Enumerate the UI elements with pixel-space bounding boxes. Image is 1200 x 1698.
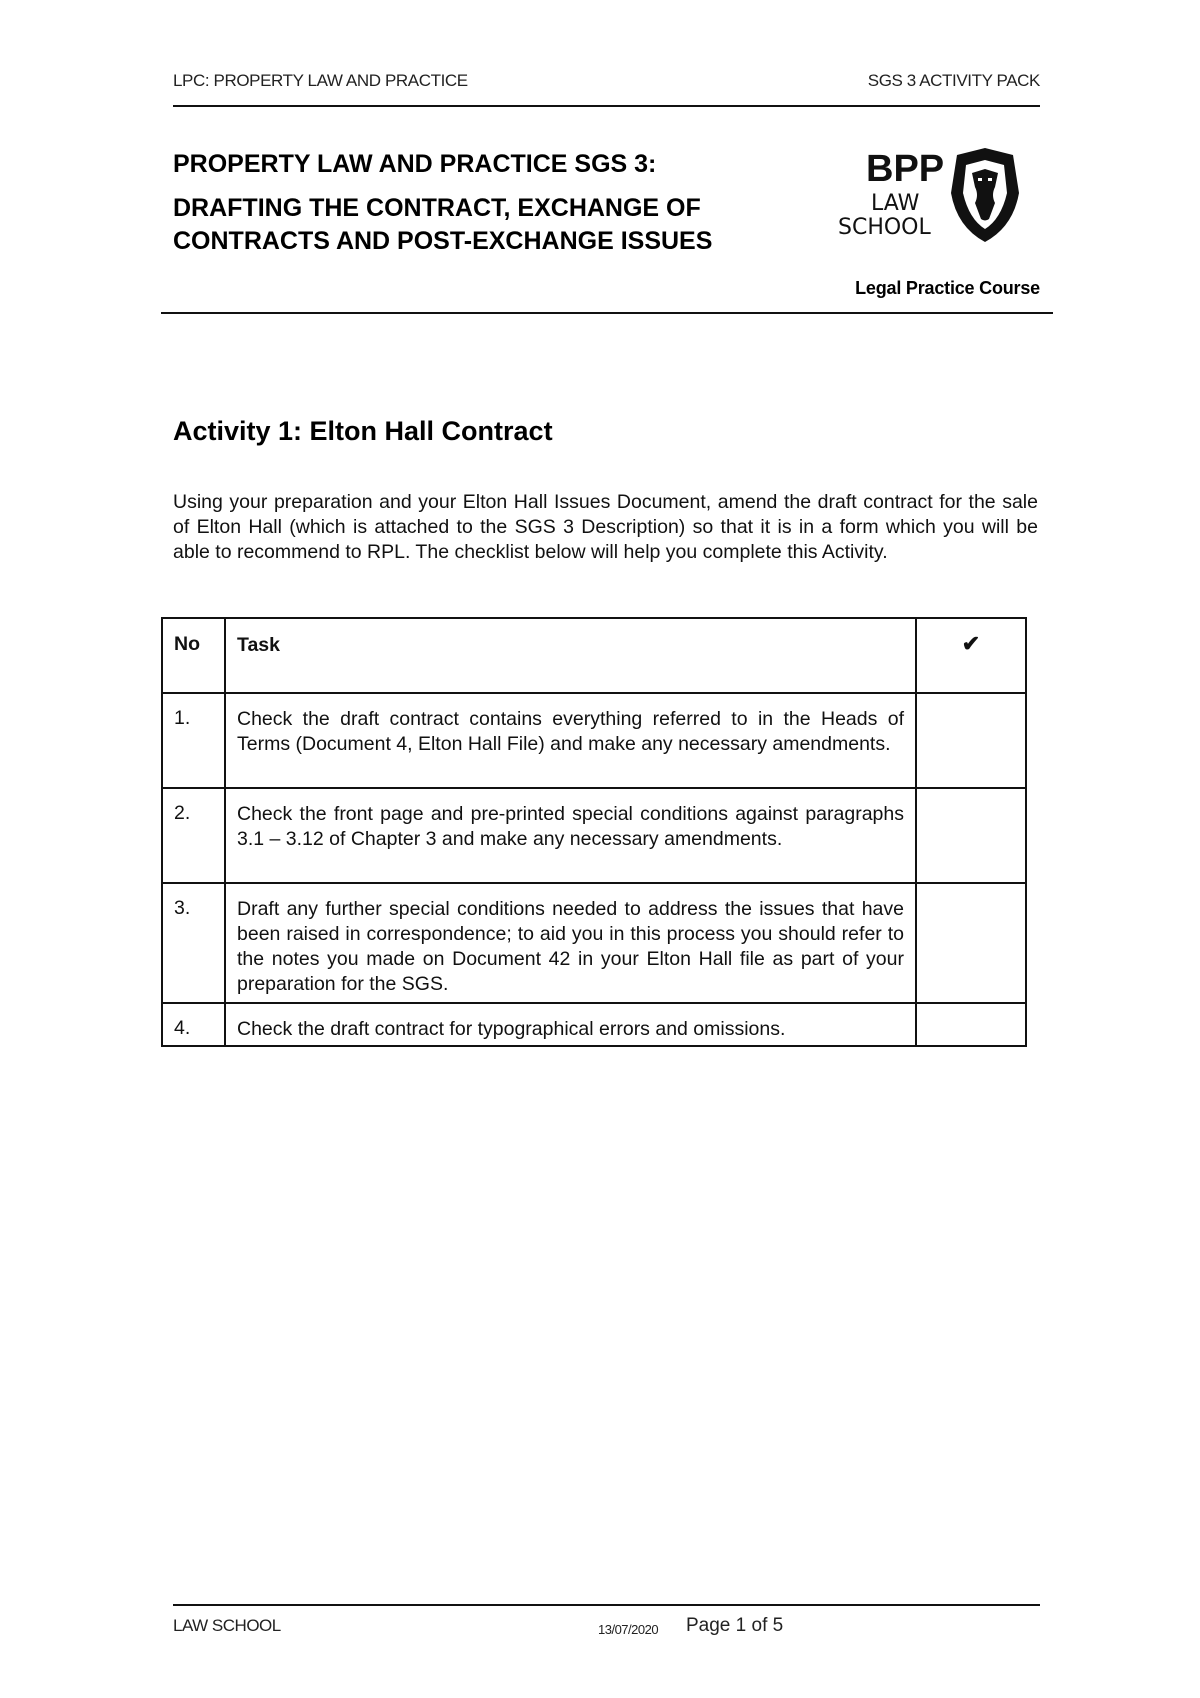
header-task: Task bbox=[225, 618, 916, 693]
footer-left: LAW SCHOOL bbox=[173, 1616, 281, 1635]
table-row bbox=[162, 788, 1026, 883]
lion-shield-icon bbox=[951, 148, 1019, 242]
row-check-cell[interactable] bbox=[916, 1003, 1026, 1046]
row-task: Draft any further special conditions needed to address the issues that have been raised in correspondence; to aid you in this process you should refer to the notes you made on Document 42 in your Elton Hall file as part of your preparation for the SGS. bbox=[225, 883, 916, 1003]
document-title-line-1: PROPERTY LAW AND PRACTICE SGS 3: bbox=[173, 150, 657, 178]
checkmark-icon: ✔ bbox=[961, 631, 981, 656]
page-number: Page 1 of 5 bbox=[686, 1615, 784, 1636]
row-number: 4. bbox=[162, 1003, 225, 1046]
row-task: Check the front page and pre-printed special conditions against paragraphs 3.1 – 3.12 of Chapter 3 and make any necessary amendments. bbox=[225, 788, 916, 883]
table-header-row bbox=[162, 618, 1026, 693]
header-rule bbox=[173, 105, 1040, 107]
row-check-cell[interactable] bbox=[916, 883, 1026, 1003]
logo-text-bpp: BPP bbox=[866, 148, 945, 190]
task-checklist-table bbox=[161, 617, 1027, 1047]
row-number: 1. bbox=[162, 693, 225, 788]
table-row bbox=[162, 1003, 1026, 1046]
header-check bbox=[916, 618, 1026, 693]
course-name: Legal Practice Course bbox=[855, 278, 1040, 298]
row-number: 3. bbox=[162, 883, 225, 1003]
running-header-left: LPC: PROPERTY LAW AND PRACTICE bbox=[173, 71, 468, 90]
row-number: 2. bbox=[162, 788, 225, 883]
logo-text-law: LAW bbox=[871, 191, 920, 216]
table-row bbox=[162, 883, 1026, 1003]
row-task: Check the draft contract for typographical errors and omissions. bbox=[225, 1003, 916, 1046]
bpp-law-school-logo bbox=[835, 145, 1035, 245]
row-check-cell[interactable] bbox=[916, 788, 1026, 883]
header-no: No bbox=[162, 618, 225, 693]
document-title-line-2: DRAFTING THE CONTRACT, EXCHANGE OF bbox=[173, 194, 701, 222]
running-header-right: SGS 3 ACTIVITY PACK bbox=[867, 71, 1040, 90]
row-check-cell[interactable] bbox=[916, 693, 1026, 788]
row-task: Check the draft contract contains everything referred to in the Heads of Terms (Document 4, Elton Hall File) and make any necessary amendments. bbox=[225, 693, 916, 788]
document-title-line-3: CONTRACTS AND POST-EXCHANGE ISSUES bbox=[173, 227, 713, 255]
activity-intro: Using your preparation and your Elton Hall Issues Document, amend the draft contract for the sale of Elton Hall (which is attached to the SGS 3 Description) so that it is in a form which you will be able to recommend to RPL. The checklist below will help you complete this Activity. bbox=[173, 491, 1038, 563]
footer-date: 13/07/2020 bbox=[598, 1622, 659, 1637]
title-rule bbox=[161, 312, 1053, 314]
activity-heading: Activity 1: Elton Hall Contract bbox=[173, 416, 553, 446]
table-row bbox=[162, 693, 1026, 788]
footer-rule bbox=[173, 1604, 1040, 1606]
logo-text-school: SCHOOL bbox=[838, 215, 931, 240]
